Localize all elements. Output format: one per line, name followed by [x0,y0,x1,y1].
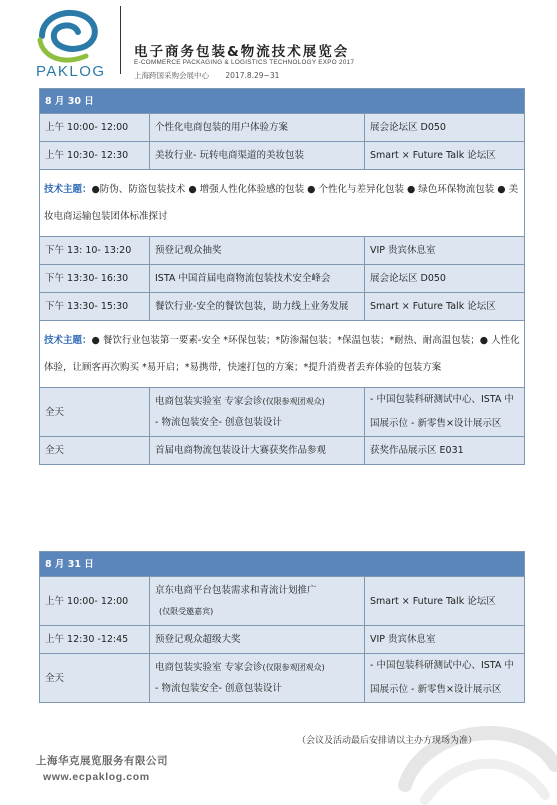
row-event: 美妆行业- 玩转电商渠道的美妆包装 [150,142,365,170]
table-row [40,437,525,465]
topic-row [40,170,525,237]
company-website[interactable]: www.ecpaklog.com [43,771,150,783]
table-row [40,114,525,142]
row-event: ISTA 中国首届电商物流包装技术安全峰会 [150,265,365,293]
logo-text: PAKLOG [36,63,106,80]
topic-label: 技术主题： [44,335,92,346]
event-note: (仅限参观团观众) [262,397,325,406]
row-time: 上午 10:00- 12:00 [40,114,150,142]
page-header [0,0,557,84]
row-time: 上午 12:30 -12:45 [40,626,150,654]
row-time: 全天 [40,388,150,437]
expo-title: 电子商务包装&物流技术展览会 [134,44,350,60]
row-event: 个性化电商包装的用户体验方案 [150,114,365,142]
row-time: 全天 [40,437,150,465]
row-place: 获奖作品展示区 E031 [365,437,525,465]
row-event [150,388,365,437]
day-header [40,89,525,114]
row-event: 预登记观众抽奖 [150,237,365,265]
expo-venue: 上海跨国采购会展中心 [134,71,209,80]
row-time: 全天 [40,654,150,703]
table-row [40,142,525,170]
schedule-day1 [39,88,525,465]
row-event [150,654,365,703]
day-title: 8 月 30 日 [40,89,525,114]
day-header [40,552,525,577]
event-line2: - 物流包装安全- 创意包装设计 [155,417,282,428]
row-time: 上午 10:30- 12:30 [40,142,150,170]
event-line1: 电商包装实验室 专家会诊 [155,396,263,407]
row-time: 上午 10:00- 12:00 [40,577,150,626]
row-event: 预登记观众超级大奖 [150,626,365,654]
row-place: Smart × Future Talk 论坛区 [365,142,525,170]
schedule-note: （会议及活动最后安排请以主办方现场为准） [297,736,478,746]
event-note: (仅限受邀嘉宾) [159,607,214,616]
row-event [150,577,365,626]
table-row [40,654,525,703]
row-place: - 中国包装科研测试中心、ISTA 中国展示位 - 新零售×设计展示区 [365,654,525,703]
table-row [40,388,525,437]
row-event: 首届电商物流包装设计大赛获奖作品参观 [150,437,365,465]
row-place: - 中国包装科研测试中心、ISTA 中国展示位 - 新零售×设计展示区 [365,388,525,437]
expo-subtitle [134,70,293,81]
row-time: 下午 13: 10- 13:20 [40,237,150,265]
row-place: VIP 贵宾休息室 [365,626,525,654]
table-row [40,626,525,654]
expo-dates: 2017.8.29~31 [225,71,280,80]
topic-cell [40,321,525,388]
expo-title-en: E-COMMERCE PACKAGING & LOGISTICS TECHNOLOGY EXPO 2017 [134,59,355,66]
row-place: 展会论坛区 D050 [365,265,525,293]
table-row [40,265,525,293]
topic-text: ●防伪、防盗包装技术 ● 增强人性化体验感的包装 ● 个性化与差异化包装 ● 绿色环保物流包装 ● 美妆电商运输包装团体标准探讨 [44,184,519,222]
table-row [40,293,525,321]
swirl-watermark-icon [385,705,557,805]
topic-cell [40,170,525,237]
event-note: (仅限参观团观众) [262,663,325,672]
event-line1: 电商包装实验室 专家会诊 [155,662,263,673]
day-title: 8 月 31 日 [40,552,525,577]
row-event: 餐饮行业-安全的餐饮包装，助力线上业务发展 [150,293,365,321]
header-divider [120,6,121,74]
topic-text: ● 餐饮行业包装第一要素-安全 *环保包装；*防渗漏包装；*保温包装；*耐热、耐高温包装；● 人性化体验，让顾客再次购买 *易开启；*易携带，快速打包的方案；*提升消费者丢弃体验的包装方案 [44,335,520,373]
table-row [40,577,525,626]
row-place: VIP 贵宾休息室 [365,237,525,265]
topic-row [40,321,525,388]
schedule-day2 [39,551,525,703]
row-place: Smart × Future Talk 论坛区 [365,577,525,626]
row-place: 展会论坛区 D050 [365,114,525,142]
event-line1: 京东电商平台包装需求和青流计划推广 [155,585,317,596]
row-time: 下午 13:30- 15:30 [40,293,150,321]
company-name: 上海华克展览服务有限公司 [36,755,168,767]
topic-label: 技术主题： [44,184,92,195]
table-row [40,237,525,265]
row-place: Smart × Future Talk 论坛区 [365,293,525,321]
event-line2: - 物流包装安全- 创意包装设计 [155,683,282,694]
row-time: 下午 13:30- 16:30 [40,265,150,293]
